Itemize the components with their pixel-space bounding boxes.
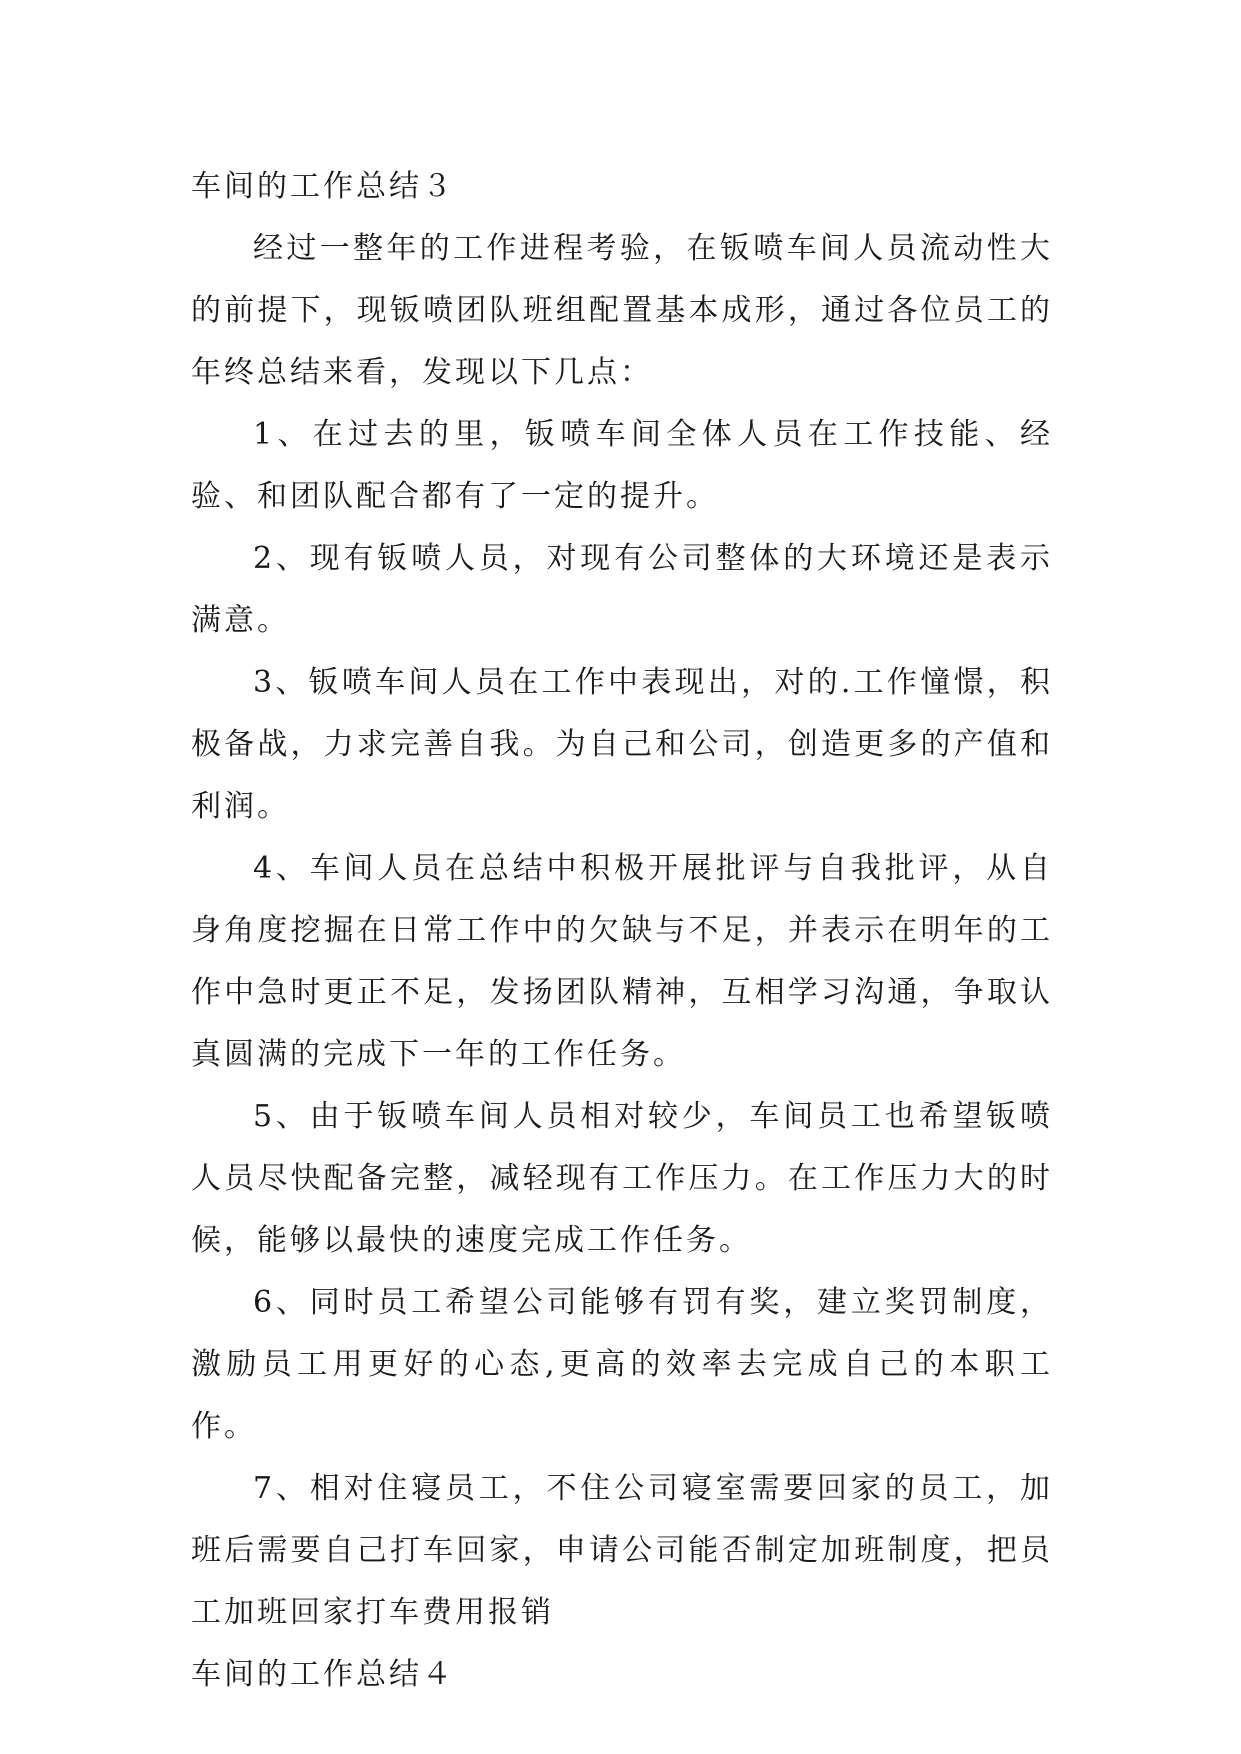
document-body	[191, 156, 1053, 1706]
point-7-paragraph: 7、相对住寝员工，不住公司寝室需要回家的员工，加班后需要自己打车回家，申请公司能否制定加班制度，把员工加班回家打车费用报销	[191, 1471, 1053, 1630]
point-4-paragraph: 4、车间人员在总结中积极开展批评与自我批评，从自身角度挖掘在日常工作中的欠缺与不足，并表示在明年的工作中急时更正不足，发扬团队精神，互相学习沟通，争取认真圆满的完成下一年的工作任务。	[191, 851, 1053, 1072]
point-1-paragraph: 1、在过去的里，钣喷车间全体人员在工作技能、经验、和团队配合都有了一定的提升。	[191, 417, 1053, 514]
intro-paragraph: 经过一整年的工作进程考验，在钣喷车间人员流动性大的前提下，现钣喷团队班组配置基本成形，通过各位员工的年终总结来看，发现以下几点：	[191, 231, 1053, 390]
point-2-paragraph: 2、现有钣喷人员，对现有公司整体的大环境还是表示满意。	[191, 541, 1053, 638]
point-5-paragraph: 5、由于钣喷车间人员相对较少，车间员工也希望钣喷人员尽快配备完整，减轻现有工作压力。在工作压力大的时候，能够以最快的速度完成工作任务。	[191, 1099, 1053, 1258]
point-3-paragraph: 3、钣喷车间人员在工作中表现出，对的.工作憧憬，积极备战，力求完善自我。为自己和公司，创造更多的产值和利润。	[191, 665, 1053, 824]
section-title-3: 车间的工作总结３	[191, 169, 455, 204]
section-title-4: 车间的工作总结４	[191, 1657, 455, 1692]
point-6-paragraph: 6、同时员工希望公司能够有罚有奖，建立奖罚制度，激励员工用更好的心态,更高的效率去完成自己的本职工作。	[191, 1285, 1053, 1444]
